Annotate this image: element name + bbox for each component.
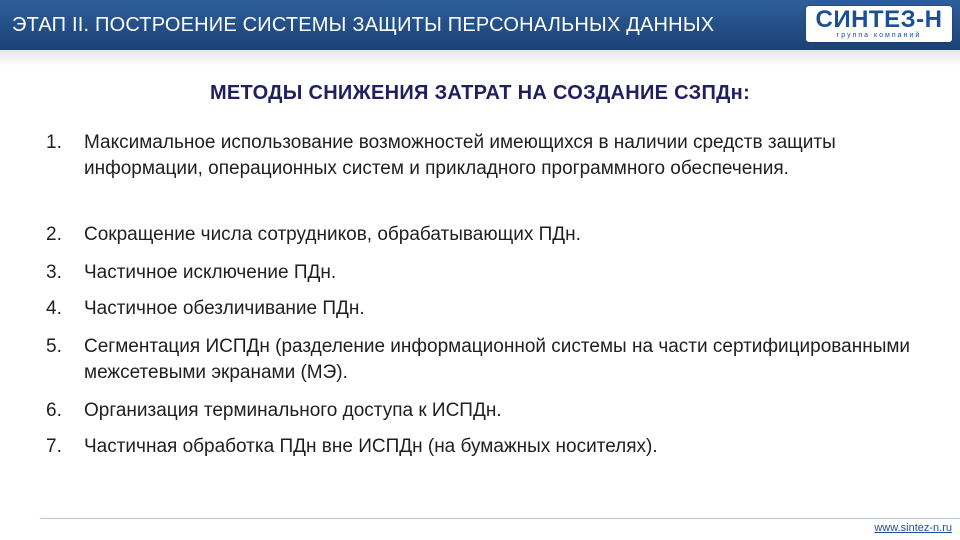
- logo-name: СИНТЕЗ-Н: [815, 6, 943, 33]
- list-item-text: Организация терминального доступа к ИСПДн.: [84, 400, 502, 421]
- list-item-text: Частичная обработка ПДн вне ИСПДн (на бумажных носителях).: [84, 436, 658, 457]
- list-item-number: 5.: [46, 336, 62, 357]
- slide-subtitle: МЕТОДЫ СНИЖЕНИЯ ЗАТРАТ НА СОЗДАНИЕ СЗПДн:: [209, 82, 751, 104]
- footer-divider: [40, 518, 960, 519]
- list-item-number: 1.: [46, 132, 62, 153]
- list-item-number: 2.: [46, 224, 62, 245]
- footer-website-link[interactable]: www.sintez-n.ru: [874, 522, 952, 534]
- company-logo: [806, 6, 952, 42]
- list-item-text: Частичное обезличивание ПДн.: [84, 298, 365, 319]
- slide-header-title: ЭТАП II. ПОСТРОЕНИЕ СИСТЕМЫ ЗАЩИТЫ ПЕРСОНАЛЬНЫХ ДАННЫХ: [12, 14, 715, 36]
- list-item-number: 6.: [46, 400, 62, 421]
- list-item-number: 7.: [46, 436, 62, 457]
- header-bar: [0, 0, 960, 50]
- list-item-text: Сегментация ИСПДн (разделение информационной системы на части сертифицированными межсетевыми экранами (МЭ).: [84, 336, 911, 383]
- list-item-text: Частичное исключение ПДн.: [84, 262, 337, 283]
- list-item-number: 4.: [46, 298, 62, 319]
- list-item-text: Сокращение числа сотрудников, обрабатывающих ПДн.: [84, 224, 581, 245]
- list-item-number: 3.: [46, 262, 62, 283]
- logo-subtitle: группа компаний: [836, 32, 922, 39]
- list-item-text: Максимальное использование возможностей имеющихся в наличии средств защиты информации, операционных систем и прикладного программного обеспечения.: [84, 132, 836, 179]
- header-shadow: [0, 50, 960, 66]
